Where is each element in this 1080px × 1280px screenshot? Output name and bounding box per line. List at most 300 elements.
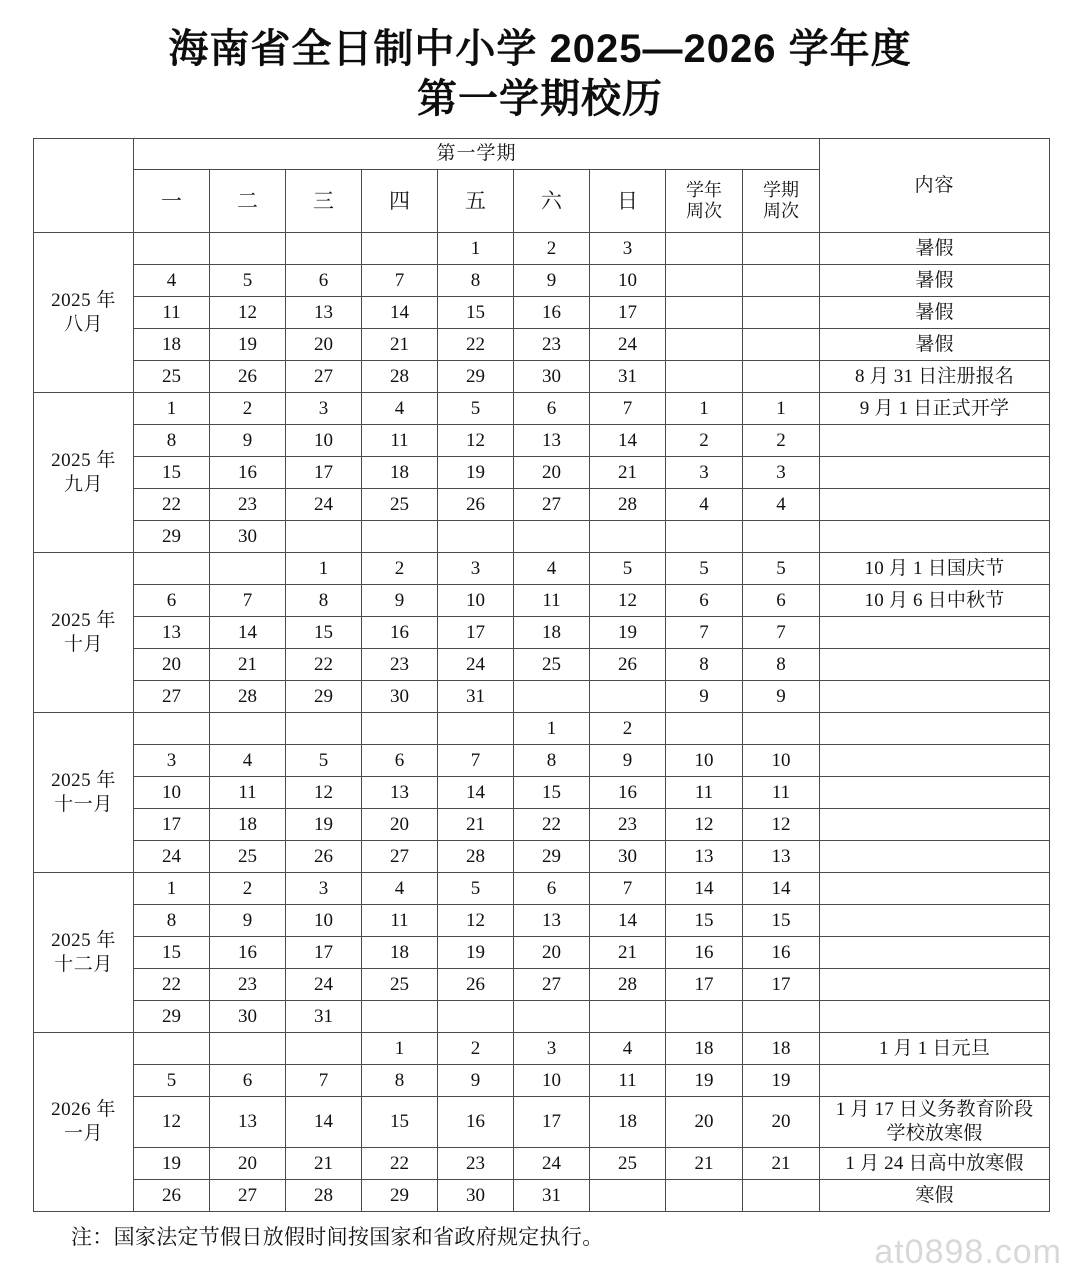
school-year-week-cell: 8 (666, 649, 743, 681)
term-week-cell: 2 (743, 425, 820, 457)
day-cell-mon: 29 (134, 1001, 210, 1033)
day-cell-fri: 16 (438, 1097, 514, 1148)
day-cell-tue: 2 (210, 393, 286, 425)
day-cell-sun: 21 (590, 457, 666, 489)
term-week-cell: 16 (743, 937, 820, 969)
school-year-week-cell: 14 (666, 873, 743, 905)
day-cell-tue: 6 (210, 1065, 286, 1097)
content-cell: 1 月 17 日义务教育阶段 学校放寒假 (820, 1097, 1050, 1148)
table-row (34, 457, 1050, 489)
day-cell-mon: 17 (134, 809, 210, 841)
day-cell-sun: 14 (590, 425, 666, 457)
day-cell-sun (590, 521, 666, 553)
day-cell-wed: 1 (286, 553, 362, 585)
day-cell-thu: 8 (362, 1065, 438, 1097)
day-cell-mon: 12 (134, 1097, 210, 1148)
school-year-week-cell: 7 (666, 617, 743, 649)
day-cell-tue (210, 233, 286, 265)
day-cell-sat: 13 (514, 905, 590, 937)
day-cell-wed: 28 (286, 1180, 362, 1212)
day-cell-tue: 12 (210, 297, 286, 329)
day-cell-sat: 6 (514, 873, 590, 905)
day-cell-thu: 28 (362, 361, 438, 393)
day-cell-fri: 29 (438, 361, 514, 393)
day-cell-sat: 29 (514, 841, 590, 873)
day-cell-thu: 27 (362, 841, 438, 873)
day-cell-sat (514, 681, 590, 713)
day-cell-mon: 25 (134, 361, 210, 393)
day-cell-tue: 28 (210, 681, 286, 713)
day-cell-wed: 21 (286, 1148, 362, 1180)
table-row (34, 297, 1050, 329)
content-cell (820, 905, 1050, 937)
month-label-cell (34, 713, 134, 873)
day-cell-wed: 17 (286, 937, 362, 969)
day-cell-wed: 8 (286, 585, 362, 617)
semester-header-row (34, 139, 1050, 170)
school-year-week-cell: 12 (666, 809, 743, 841)
day-cell-wed: 22 (286, 649, 362, 681)
day-cell-sun: 17 (590, 297, 666, 329)
school-year-week-cell: 6 (666, 585, 743, 617)
day-cell-tue: 16 (210, 457, 286, 489)
day-cell-wed: 10 (286, 905, 362, 937)
term-week-cell: 12 (743, 809, 820, 841)
content-cell: 暑假 (820, 265, 1050, 297)
school-year-week-cell: 17 (666, 969, 743, 1001)
day-cell-tue (210, 553, 286, 585)
content-cell: 10 月 6 日中秋节 (820, 585, 1050, 617)
day-cell-tue: 16 (210, 937, 286, 969)
term-week-header (743, 170, 820, 233)
month-label-line2: 一月 (63, 1123, 103, 1144)
table-row (34, 329, 1050, 361)
day-cell-tue (210, 713, 286, 745)
title-line-1: 海南省全日制中小学 2025—2026 学年度 (168, 27, 912, 71)
table-row (34, 937, 1050, 969)
day-cell-mon: 4 (134, 265, 210, 297)
content-cell: 9 月 1 日正式开学 (820, 393, 1050, 425)
day-cell-sun: 7 (590, 873, 666, 905)
term-week-cell: 9 (743, 681, 820, 713)
day-cell-fri: 21 (438, 809, 514, 841)
school-year-week-cell: 3 (666, 457, 743, 489)
day-cell-thu: 14 (362, 297, 438, 329)
day-cell-sun (590, 1001, 666, 1033)
day-cell-sat: 8 (514, 745, 590, 777)
term-week-cell: 5 (743, 553, 820, 585)
day-cell-mon: 22 (134, 489, 210, 521)
term-week-cell (743, 329, 820, 361)
day-cell-sun (590, 681, 666, 713)
month-label-cell (34, 873, 134, 1033)
day-cell-wed: 15 (286, 617, 362, 649)
day-cell-tue: 27 (210, 1180, 286, 1212)
term-week-cell: 13 (743, 841, 820, 873)
content-cell (820, 681, 1050, 713)
month-label-cell (34, 393, 134, 553)
month-label-line1: 2025 年 (51, 289, 116, 311)
day-cell-sun: 24 (590, 329, 666, 361)
school-year-week-cell (666, 1180, 743, 1212)
day-cell-sun: 18 (590, 1097, 666, 1148)
table-row (34, 777, 1050, 809)
content-cell: 暑假 (820, 233, 1050, 265)
day-cell-thu (362, 233, 438, 265)
day-cell-sat: 22 (514, 809, 590, 841)
month-column-header (34, 139, 134, 233)
day-cell-thu: 4 (362, 873, 438, 905)
day-cell-mon: 13 (134, 617, 210, 649)
day-cell-sun: 28 (590, 969, 666, 1001)
day-cell-fri: 2 (438, 1033, 514, 1065)
day-cell-tue (210, 1033, 286, 1065)
day-cell-thu: 15 (362, 1097, 438, 1148)
term-week-cell (743, 233, 820, 265)
day-cell-wed: 13 (286, 297, 362, 329)
month-label-cell (34, 553, 134, 713)
day-cell-thu: 18 (362, 937, 438, 969)
school-year-week-header (666, 170, 743, 233)
day-cell-sat: 13 (514, 425, 590, 457)
content-cell (820, 969, 1050, 1001)
content-cell (820, 1001, 1050, 1033)
day-cell-tue: 23 (210, 489, 286, 521)
day-cell-tue: 2 (210, 873, 286, 905)
day-cell-thu: 18 (362, 457, 438, 489)
content-cell (820, 1065, 1050, 1097)
table-row (34, 425, 1050, 457)
day-cell-mon: 1 (134, 873, 210, 905)
day-cell-thu: 25 (362, 489, 438, 521)
day-cell-sat: 2 (514, 233, 590, 265)
content-cell (820, 649, 1050, 681)
month-label-line1: 2025 年 (51, 929, 116, 951)
content-cell (820, 713, 1050, 745)
day-cell-wed (286, 1033, 362, 1065)
day-cell-sun: 30 (590, 841, 666, 873)
day-cell-sun: 5 (590, 553, 666, 585)
table-row (34, 489, 1050, 521)
day-cell-sat: 18 (514, 617, 590, 649)
day-cell-sun: 16 (590, 777, 666, 809)
day-cell-fri: 10 (438, 585, 514, 617)
school-year-week-cell (666, 329, 743, 361)
day-cell-tue: 21 (210, 649, 286, 681)
content-cell (820, 425, 1050, 457)
school-year-week-header-line1: 学年 (686, 179, 722, 200)
day-cell-fri (438, 713, 514, 745)
day-cell-wed: 3 (286, 393, 362, 425)
day-cell-mon: 6 (134, 585, 210, 617)
day-cell-thu: 13 (362, 777, 438, 809)
term-week-cell: 6 (743, 585, 820, 617)
table-body (34, 233, 1050, 1212)
month-label-line1: 2025 年 (51, 449, 116, 471)
day-cell-thu: 11 (362, 905, 438, 937)
day-cell-thu: 4 (362, 393, 438, 425)
month-label-line2: 九月 (63, 473, 103, 495)
content-column-header: 内容 (820, 139, 1050, 233)
day-cell-thu: 7 (362, 265, 438, 297)
term-week-cell: 20 (743, 1097, 820, 1148)
semester-title-cell: 第一学期 (134, 139, 820, 170)
day-cell-tue: 7 (210, 585, 286, 617)
table-row (34, 265, 1050, 297)
day-cell-thu: 29 (362, 1180, 438, 1212)
day-cell-mon (134, 553, 210, 585)
school-year-week-cell: 1 (666, 393, 743, 425)
content-cell (820, 617, 1050, 649)
month-label-cell (34, 1033, 134, 1212)
school-year-week-cell: 21 (666, 1148, 743, 1180)
day-cell-thu: 2 (362, 553, 438, 585)
day-cell-wed: 3 (286, 873, 362, 905)
day-cell-wed: 31 (286, 1001, 362, 1033)
day-cell-wed: 27 (286, 361, 362, 393)
dow-header-wed: 三 (286, 170, 362, 233)
day-cell-mon: 3 (134, 745, 210, 777)
school-year-week-cell: 10 (666, 745, 743, 777)
school-year-week-cell: 18 (666, 1033, 743, 1065)
dow-header-fri: 五 (438, 170, 514, 233)
day-cell-mon: 24 (134, 841, 210, 873)
day-cell-sun: 25 (590, 1148, 666, 1180)
day-cell-thu: 30 (362, 681, 438, 713)
term-week-cell (743, 521, 820, 553)
calendar-table-wrapper (33, 138, 1047, 1212)
school-year-week-cell: 9 (666, 681, 743, 713)
day-cell-mon (134, 713, 210, 745)
day-cell-mon: 8 (134, 425, 210, 457)
day-cell-fri: 23 (438, 1148, 514, 1180)
day-cell-mon: 18 (134, 329, 210, 361)
school-year-week-cell (666, 521, 743, 553)
day-cell-sat: 3 (514, 1033, 590, 1065)
day-cell-mon: 1 (134, 393, 210, 425)
table-row (34, 1001, 1050, 1033)
term-week-cell: 19 (743, 1065, 820, 1097)
day-cell-sun: 2 (590, 713, 666, 745)
day-cell-thu (362, 713, 438, 745)
day-cell-fri: 12 (438, 425, 514, 457)
day-cell-thu: 11 (362, 425, 438, 457)
day-cell-wed: 6 (286, 265, 362, 297)
table-row (34, 681, 1050, 713)
day-cell-wed: 10 (286, 425, 362, 457)
school-year-week-header-line2: 周次 (686, 201, 722, 221)
content-cell: 暑假 (820, 329, 1050, 361)
day-cell-tue: 19 (210, 329, 286, 361)
table-row (34, 1180, 1050, 1212)
month-label-cell (34, 233, 134, 393)
day-cell-sun (590, 1180, 666, 1212)
day-cell-sat: 30 (514, 361, 590, 393)
school-year-week-cell: 15 (666, 905, 743, 937)
day-cell-sun: 21 (590, 937, 666, 969)
day-cell-mon: 15 (134, 457, 210, 489)
table-row (34, 873, 1050, 905)
day-cell-sun: 10 (590, 265, 666, 297)
day-cell-thu: 20 (362, 809, 438, 841)
day-cell-mon: 26 (134, 1180, 210, 1212)
day-cell-fri: 14 (438, 777, 514, 809)
day-cell-sun: 3 (590, 233, 666, 265)
day-cell-tue: 9 (210, 905, 286, 937)
term-week-cell (743, 297, 820, 329)
day-cell-sun: 28 (590, 489, 666, 521)
day-cell-sun: 19 (590, 617, 666, 649)
table-row (34, 649, 1050, 681)
day-cell-sat: 20 (514, 457, 590, 489)
school-year-week-cell: 5 (666, 553, 743, 585)
day-cell-sat: 16 (514, 297, 590, 329)
day-cell-tue: 11 (210, 777, 286, 809)
day-cell-wed: 12 (286, 777, 362, 809)
day-cell-thu: 9 (362, 585, 438, 617)
day-cell-tue: 30 (210, 521, 286, 553)
dow-header-sun: 日 (590, 170, 666, 233)
school-year-week-cell: 13 (666, 841, 743, 873)
table-row (34, 809, 1050, 841)
dow-header-thu: 四 (362, 170, 438, 233)
day-cell-sat: 17 (514, 1097, 590, 1148)
month-label-line1: 2025 年 (51, 769, 116, 791)
content-cell (820, 457, 1050, 489)
day-cell-fri: 5 (438, 873, 514, 905)
day-cell-sat: 6 (514, 393, 590, 425)
day-cell-tue: 23 (210, 969, 286, 1001)
day-cell-wed (286, 521, 362, 553)
day-cell-thu: 6 (362, 745, 438, 777)
content-cell (820, 809, 1050, 841)
day-cell-mon: 29 (134, 521, 210, 553)
table-row (34, 1148, 1050, 1180)
content-cell (820, 841, 1050, 873)
day-cell-fri: 24 (438, 649, 514, 681)
footer-note: 注：国家法定节假日放假时间按国家和省政府规定执行。 (71, 1225, 604, 1249)
day-cell-tue: 18 (210, 809, 286, 841)
page-title (0, 0, 1080, 124)
table-row (34, 585, 1050, 617)
day-cell-sun: 11 (590, 1065, 666, 1097)
dow-header-mon: 一 (134, 170, 210, 233)
day-cell-sat: 1 (514, 713, 590, 745)
day-cell-fri: 9 (438, 1065, 514, 1097)
term-week-cell: 7 (743, 617, 820, 649)
day-cell-tue: 26 (210, 361, 286, 393)
table-row (34, 745, 1050, 777)
day-cell-mon (134, 233, 210, 265)
term-week-cell: 3 (743, 457, 820, 489)
school-year-week-cell: 2 (666, 425, 743, 457)
day-cell-sat: 25 (514, 649, 590, 681)
content-cell (820, 873, 1050, 905)
day-cell-sat: 24 (514, 1148, 590, 1180)
day-cell-sat: 27 (514, 969, 590, 1001)
table-row (34, 1097, 1050, 1148)
day-cell-sun: 31 (590, 361, 666, 393)
day-cell-sun: 9 (590, 745, 666, 777)
table-header (34, 139, 1050, 233)
day-cell-thu: 23 (362, 649, 438, 681)
day-cell-mon: 27 (134, 681, 210, 713)
day-cell-fri: 26 (438, 969, 514, 1001)
day-cell-tue: 30 (210, 1001, 286, 1033)
month-label-line1: 2025 年 (51, 609, 116, 631)
table-row (34, 969, 1050, 1001)
school-year-week-cell (666, 1001, 743, 1033)
day-cell-wed: 26 (286, 841, 362, 873)
school-year-week-cell: 19 (666, 1065, 743, 1097)
school-year-week-cell (666, 297, 743, 329)
day-cell-sun: 4 (590, 1033, 666, 1065)
day-cell-sat (514, 1001, 590, 1033)
day-cell-sat: 4 (514, 553, 590, 585)
day-cell-fri: 1 (438, 233, 514, 265)
table-row (34, 233, 1050, 265)
school-year-week-cell (666, 265, 743, 297)
day-cell-tue: 13 (210, 1097, 286, 1148)
month-label-line2: 十二月 (54, 953, 113, 975)
day-cell-fri (438, 1001, 514, 1033)
table-row (34, 553, 1050, 585)
day-cell-wed (286, 713, 362, 745)
term-week-header-line2: 周次 (763, 201, 799, 221)
day-cell-sun: 26 (590, 649, 666, 681)
day-cell-wed: 17 (286, 457, 362, 489)
day-cell-fri: 8 (438, 265, 514, 297)
day-cell-wed: 24 (286, 489, 362, 521)
day-cell-fri: 17 (438, 617, 514, 649)
school-year-week-cell: 11 (666, 777, 743, 809)
day-cell-thu: 21 (362, 329, 438, 361)
school-year-week-cell (666, 361, 743, 393)
watermark: at0898.com (874, 1233, 1062, 1271)
day-cell-thu: 22 (362, 1148, 438, 1180)
day-cell-sat: 27 (514, 489, 590, 521)
day-cell-sat: 9 (514, 265, 590, 297)
day-cell-sat: 20 (514, 937, 590, 969)
term-week-cell: 14 (743, 873, 820, 905)
table-row (34, 905, 1050, 937)
table-row (34, 1065, 1050, 1097)
month-label-line1: 2026 年 (51, 1099, 116, 1121)
day-cell-fri (438, 521, 514, 553)
school-year-week-cell (666, 233, 743, 265)
day-cell-fri: 5 (438, 393, 514, 425)
day-cell-wed: 29 (286, 681, 362, 713)
content-cell: 10 月 1 日国庆节 (820, 553, 1050, 585)
day-cell-thu (362, 521, 438, 553)
content-cell (820, 489, 1050, 521)
day-cell-fri: 28 (438, 841, 514, 873)
day-cell-wed: 7 (286, 1065, 362, 1097)
table-row (34, 617, 1050, 649)
month-label-line2: 十月 (63, 633, 103, 655)
day-cell-mon: 19 (134, 1148, 210, 1180)
content-cell (820, 777, 1050, 809)
day-cell-wed: 14 (286, 1097, 362, 1148)
content-cell: 暑假 (820, 297, 1050, 329)
content-cell (820, 937, 1050, 969)
term-week-cell (743, 265, 820, 297)
day-cell-sat: 23 (514, 329, 590, 361)
day-cell-mon: 8 (134, 905, 210, 937)
day-cell-fri: 15 (438, 297, 514, 329)
school-year-week-cell: 16 (666, 937, 743, 969)
school-calendar-table (33, 138, 1050, 1212)
